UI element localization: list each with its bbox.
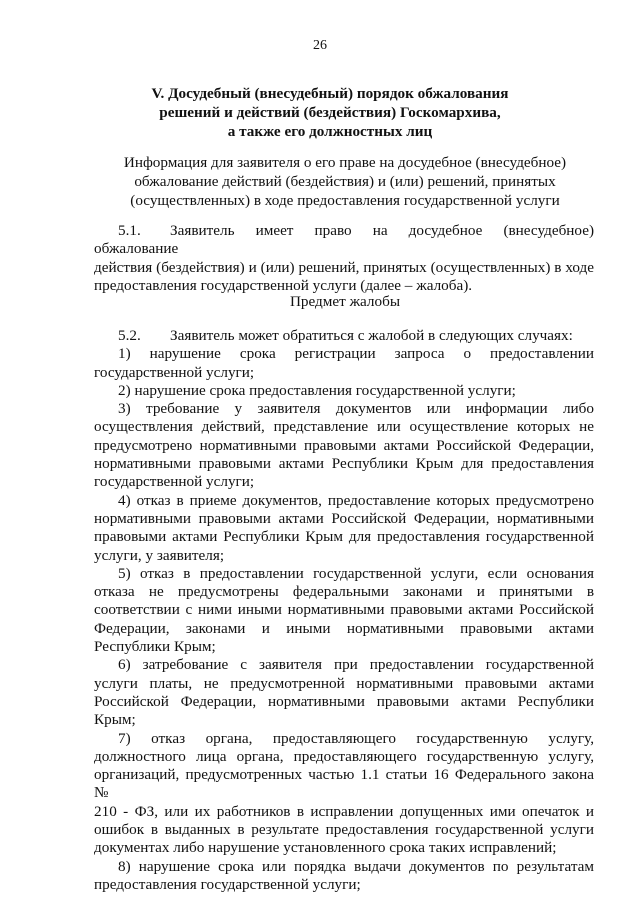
section-title-line: V. Досудебный (внесудебный) порядок обжалования	[151, 85, 509, 102]
clause-number: 5.1.	[118, 222, 141, 239]
case-item-line: Крым;	[94, 711, 136, 729]
case-item-line: Республики Крым;	[94, 638, 216, 656]
case-item	[94, 565, 594, 656]
case-item-line: 210 - ФЗ, или их работников в исправлении допущенных ими опечаток и	[94, 802, 594, 820]
info-heading-line: (осуществленных) в ходе предоставления государственной услуги	[130, 192, 560, 209]
case-item	[94, 492, 594, 565]
case-item-line: предусмотрено нормативными правовыми актами Российской Федерации,	[94, 436, 594, 454]
case-item-text: 4) отказ в приеме документов, предоставление которых предусмотрено	[118, 491, 594, 509]
case-item-line: услуги платы, не предусмотренной нормативными правовыми актами	[94, 674, 594, 692]
case-item-line: должностного лица органа, предоставляющего государственную услугу,	[94, 747, 594, 765]
paragraph-text: Заявитель имеет право на досудебное (внесудебное) обжалование	[94, 222, 594, 258]
case-item-line: правовыми актами Республики Крым для предоставления государственной	[94, 528, 594, 546]
case-item	[94, 730, 594, 858]
case-item-text: 6) затребование с заявителя при предоставлении государственной	[118, 656, 594, 674]
case-item	[94, 656, 594, 729]
case-item-line: нормативными правовыми актами Республики Крым для предоставления	[94, 455, 594, 473]
case-item-line: нормативными правовыми актами Российской Федерации, нормативными	[94, 509, 594, 527]
case-item-line: услуги, у заявителя;	[94, 546, 225, 564]
case-item	[94, 858, 594, 895]
paragraph-line: предоставления государственной услуги (далее – жалоба).	[94, 276, 473, 294]
case-item-line	[94, 400, 594, 418]
case-item-line: документах либо нарушение установленного срока таких исправлений;	[94, 839, 557, 857]
info-heading-line: обжалование действий (бездействия) и (или) решений, принятых	[134, 173, 556, 190]
case-item-line: отказа не предусмотрены федеральными законами и принятыми в	[94, 583, 594, 601]
case-item-text: 1) нарушение срока регистрации запроса о предоставлении	[118, 345, 594, 363]
case-item	[94, 382, 594, 400]
case-item-line	[94, 345, 594, 363]
paragraph-5-1	[94, 222, 594, 295]
case-item-line: государственной услуги;	[94, 473, 255, 491]
case-item-text: 5) отказ в предоставлении государственной услуги, если основания	[118, 564, 594, 582]
paragraph-line: действия (бездействия) и (или) решений, принятых (осуществленных) в ходе	[94, 258, 594, 276]
case-item	[94, 400, 594, 491]
case-item-line	[94, 492, 594, 510]
case-item-line	[94, 858, 594, 876]
clause-number: 5.2.	[118, 327, 141, 344]
section-title-line: решений и действий (бездействия) Госкомархива,	[159, 104, 501, 121]
info-heading	[110, 153, 580, 210]
case-item-line: осуществления действий, представление или осуществление которых не	[94, 418, 594, 436]
case-item	[94, 345, 594, 382]
case-item-line	[94, 565, 594, 583]
paragraph-line	[94, 327, 594, 345]
case-item-line	[94, 656, 594, 674]
case-item-text: 7) отказ органа, предоставляющего государственную услугу,	[118, 729, 594, 747]
page-number: 26	[313, 38, 327, 53]
info-heading-line: Информация для заявителя о его праве на досудебное (внесудебное)	[123, 154, 567, 171]
case-item-text: 2) нарушение срока предоставления государственной услуги;	[118, 381, 516, 399]
case-item-line: Российской Федерации, нормативными правовыми актами Республики	[94, 692, 594, 710]
case-item-line	[94, 730, 594, 748]
case-list	[94, 345, 594, 894]
case-item-line	[94, 382, 594, 400]
paragraph-line	[94, 222, 594, 259]
case-item-line: организаций, предусмотренных частью 1.1 статьи 16 Федерального закона №	[94, 766, 594, 802]
paragraph-text: Заявитель может обратиться с жалобой в следующих случаях:	[170, 327, 573, 344]
section-title	[120, 84, 540, 141]
section-title-line: а также его должностных лиц	[227, 123, 433, 140]
case-item-line: соответствии с ними иными нормативными правовыми актами Российской	[94, 601, 594, 619]
case-item-line: государственной услуги;	[94, 363, 255, 381]
subject-heading: Предмет жалобы	[289, 293, 401, 310]
paragraph-5-2	[94, 327, 594, 894]
case-item-line: предоставления государственной услуги;	[94, 875, 361, 893]
case-item-line: ошибок в выданных в результате предоставления государственной услуги	[94, 821, 594, 839]
case-item-text: 8) нарушение срока или порядка выдачи документов по результатам	[118, 857, 594, 875]
case-item-line: Федерации, законами и иными нормативными правовыми актами	[94, 619, 594, 637]
case-item-text: 3) требование у заявителя документов или информации либо	[118, 400, 594, 418]
